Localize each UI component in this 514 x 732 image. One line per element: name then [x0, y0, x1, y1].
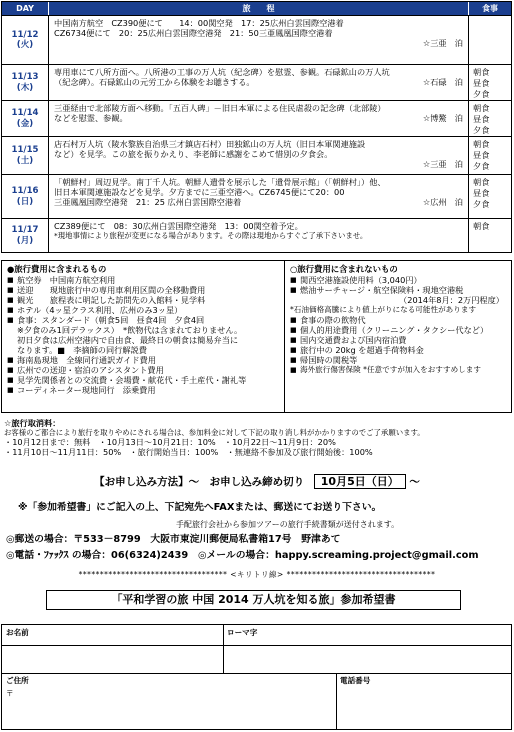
excluded-column: [285, 261, 511, 412]
bullet-icon: ■: [290, 315, 297, 324]
row-line: 三亜鳳凰国際空港発 21：25 広州白雲国際空港着: [54, 197, 242, 207]
meal: 昼食: [473, 150, 490, 161]
row-line: 旧日本軍関連施設などを見学。夕方までに三亜空港へ。CZ6745便にて20：00: [54, 187, 345, 197]
bullet-icon: ■: [290, 335, 297, 344]
row-line: CZ6734便にて 20：25広州白雲国際空港発 21：50三亜鳳凰国際空港着: [54, 28, 333, 38]
header-meal: 食事: [482, 3, 498, 13]
row-stay: ☆石碌 泊: [422, 77, 463, 87]
excluded-item: 食事の際の飲物代: [300, 314, 366, 325]
row-line: CZ389便にて 08：30広州白雲国際空港発 13：00関空着予定。: [54, 221, 303, 231]
meal: 朝食: [473, 139, 490, 149]
row-date: 11/13: [11, 72, 39, 83]
row-line: 専用車にて八所方面へ。八所港の工事の万人坑（紀念碑）を慰霊、参観。石碌鉱山の万人坑: [54, 67, 390, 77]
header-plan: 旅 程: [49, 2, 469, 15]
itinerary-row: [2, 64, 511, 100]
itinerary-table: [1, 1, 512, 253]
row-note: *現地事情により旅程が変更になる場合があります。その際は現地からすぐご了承下さいませ。: [54, 231, 368, 240]
row-line: などを慰霊、参観。: [54, 113, 128, 123]
row-stay: ☆三亜 泊: [422, 38, 463, 48]
excluded-item: 海外旅行傷害保険 *任意ですが加入をおすすめします: [300, 364, 481, 374]
name-label: お名前: [6, 628, 29, 637]
included-extra: ※夕食のみ1回デラックス） *飲物代は含まれておりません。: [17, 325, 243, 336]
row-stay: ☆広州 泊: [422, 197, 463, 207]
excluded-title: ○旅行費用に含まれないもの: [290, 264, 398, 274]
cancel-section: [4, 418, 510, 457]
surcharge-note: （2014年8月：2万円程度）: [399, 295, 504, 306]
excluded-item: 燃油サーチャージ・航空保険料・現地空港税: [300, 285, 464, 296]
excluded-item: 個人的用途費用（クリーニング・タクシー代など）: [300, 324, 489, 335]
roma-field[interactable]: [227, 647, 507, 671]
bullet-icon: ■: [7, 306, 14, 315]
bullet-icon: ■: [7, 356, 14, 365]
form-divider: [336, 673, 337, 729]
excluded-item: 国内交通費および国内宿泊費: [300, 334, 407, 345]
included-item: 観光 旅程表に明記した訪問先の入館料・見学料: [17, 295, 206, 306]
row-line: 店石村万人坑（陵水黎族自治県三才鎮店石村）田独鉱山の万人坑（旧日本軍関連施設: [54, 139, 366, 149]
included-item: 海南島現地 全線同行通訳ガイド費用: [17, 355, 156, 366]
row-date: 11/16: [11, 186, 39, 197]
row-line: （紀念碑）。石碌鉱山の元労工から体験をお聴きする。: [54, 77, 255, 87]
deadline-date: 10月5日（日）: [314, 474, 406, 489]
itinerary-row: [2, 218, 511, 252]
form-divider: [2, 645, 511, 646]
included-item: 食事：スタンダード（朝食5回 昼食4回 夕食4回: [17, 315, 205, 326]
included-item: 広州での送迎・宿泊のアシスタント費用: [17, 365, 164, 376]
bullet-icon: ■: [7, 276, 14, 285]
included-item: 航空券 中国南方航空利用: [17, 275, 116, 286]
row-line: など）を見学。この旅を振りかえり、李老師に感謝をこめて惜別の夕食会。: [54, 149, 333, 159]
included-item: 送迎 現地旅行中の専用車利用区間の全移動費用: [17, 285, 206, 296]
apply-tail: ～: [409, 476, 420, 488]
itinerary-row: [2, 15, 511, 64]
itinerary-row: [2, 136, 511, 174]
included-item: コーディネーター現地同行 添乗費用: [17, 385, 156, 396]
row-dow: (土): [16, 155, 34, 166]
itinerary-row: [2, 100, 511, 136]
row-dow: (月): [16, 235, 34, 246]
bullet-icon: ■: [290, 345, 297, 354]
row-dow: (火): [16, 40, 34, 50]
roma-label: ローマ字: [227, 628, 258, 637]
apply-label: 【お申し込み方法】～ お申し込み締め切り: [94, 476, 305, 488]
excluded-item: *石油価格高騰により値上がりになる可能性があります: [290, 305, 477, 315]
cut-line: *********************************** <キリトリ線> ***********************************: [78, 570, 436, 579]
fax-note: ※「参加希望書」にご記入の上、下記宛先へFAXまたは、郵送にてお送り下さい。: [18, 502, 382, 513]
included-item: 見学先関係者との交流費・会場費・献花代・手土産代・謝礼等: [17, 375, 247, 386]
included-item: ホテル（4ッ星クラス利用、広州のみ3ッ星）: [17, 305, 183, 316]
excluded-item: 旅行中の 20kg を超過手荷物料金: [300, 344, 424, 355]
bullet-icon: ■: [290, 325, 297, 334]
bullet-icon: ■: [7, 366, 14, 375]
included-title: ●旅行費用に含まれるもの: [7, 264, 107, 274]
excluded-item: 関西空港施設使用料（3,040円）: [300, 275, 422, 286]
row-date: 11/14: [11, 108, 39, 119]
address-field[interactable]: [16, 687, 332, 727]
form-title: 「平和学習の旅 中国 2014 万人坑を知る旅」参加希望書: [46, 590, 461, 610]
meal: 夕食: [473, 161, 490, 172]
phone-label: 電話番号: [340, 676, 371, 685]
bullet-icon: ■: [7, 386, 14, 395]
meal: 昼食: [473, 78, 490, 89]
included-extra: 初日夕食は広州空港内で自由食、最終日の朝食は簡易弁当に: [17, 335, 239, 346]
row-line: 「朝鮮村」周辺見学。南丁千人坑。朝鮮人遺骨を展示した「遺骨展示館」（「朝鮮村」）他、: [54, 177, 386, 187]
application-form: [1, 624, 512, 730]
meal: 夕食: [473, 125, 490, 136]
row-stay: ☆博鰲 泊: [422, 113, 463, 123]
included-column: [2, 261, 285, 412]
row-dow: (木): [16, 82, 34, 93]
form-divider: [223, 625, 224, 673]
itinerary-header: [2, 2, 511, 15]
row-dow: (日): [16, 196, 34, 207]
apply-deadline: [0, 474, 514, 489]
bullet-icon: ■: [7, 316, 14, 325]
row-date: 11/17: [11, 225, 39, 236]
itinerary-row: [2, 174, 511, 218]
cancel-row: ・11月10日～11月11日：50% ・旅行開始当日：100% ・無連絡不参加及び旅行開始後：100%: [4, 447, 373, 458]
cancel-intro: お客様のご都合により旅行を取りやめにされる場合は、参加料金に対して下記の取り消し料がかかりますのでご了承願います。: [4, 428, 425, 437]
row-date: 11/12: [11, 29, 39, 40]
meal: 朝食: [473, 103, 490, 113]
name-field[interactable]: [6, 647, 218, 671]
meal: 朝食: [473, 221, 490, 231]
row-line: 三亜経由で北部陵方面へ移動。「五百人碑」－旧日本軍による住民虐殺の記念碑（北部陵）: [54, 103, 386, 113]
cost-box: [1, 260, 512, 413]
row-stay: ☆三亜 泊: [422, 159, 463, 169]
row-line: 中国南方航空 CZ390便にて 14：00関空発 17：25広州白雲国際空港着: [54, 18, 344, 28]
meal: 夕食: [473, 89, 490, 100]
meal: 昼食: [473, 114, 490, 125]
bullet-icon: ■: [290, 355, 297, 364]
header-day: DAY: [2, 2, 49, 15]
row-date: 11/15: [11, 145, 39, 156]
cancel-title: ☆旅行取消料：: [4, 418, 61, 428]
meal: 夕食: [473, 199, 490, 210]
bullet-icon: ■: [290, 365, 297, 374]
phone-field[interactable]: [340, 687, 508, 727]
bullet-icon: ■: [7, 296, 14, 305]
meal: 朝食: [473, 67, 490, 77]
form-divider: [2, 673, 511, 674]
send-note: 手配旅行会社から参加ツアーの旅行手続書類が送付されます。: [176, 520, 400, 529]
meal: 昼食: [473, 188, 490, 199]
bullet-icon: ■: [7, 286, 14, 295]
bullet-icon: ■: [290, 276, 297, 285]
row-dow: (金): [16, 118, 34, 129]
cancel-row: ・10月12日まで：無料 ・10月13日～10月21日：10% ・10月22日～11月9日：20%: [4, 437, 336, 448]
address-label: ご住所: [6, 676, 29, 685]
mail-address: ◎郵送の場合：〒533－8799 大阪市東淀川郵便局私書箱17号 野津あて: [6, 534, 341, 545]
bullet-icon: ■: [290, 286, 297, 295]
contact-line: ◎電話・ﾌｧｯｸｽ の場合：06(6324)2439 ◎メールの場合：happy.screaming.project@gmail.com: [6, 550, 479, 561]
included-extra: なります。■ 李摘師の同行解説費: [17, 345, 147, 356]
meal: 朝食: [473, 177, 490, 187]
bullet-icon: ■: [7, 376, 14, 385]
postal-mark: 〒: [6, 689, 14, 698]
excluded-item: 帰国時の関税等: [300, 354, 358, 365]
